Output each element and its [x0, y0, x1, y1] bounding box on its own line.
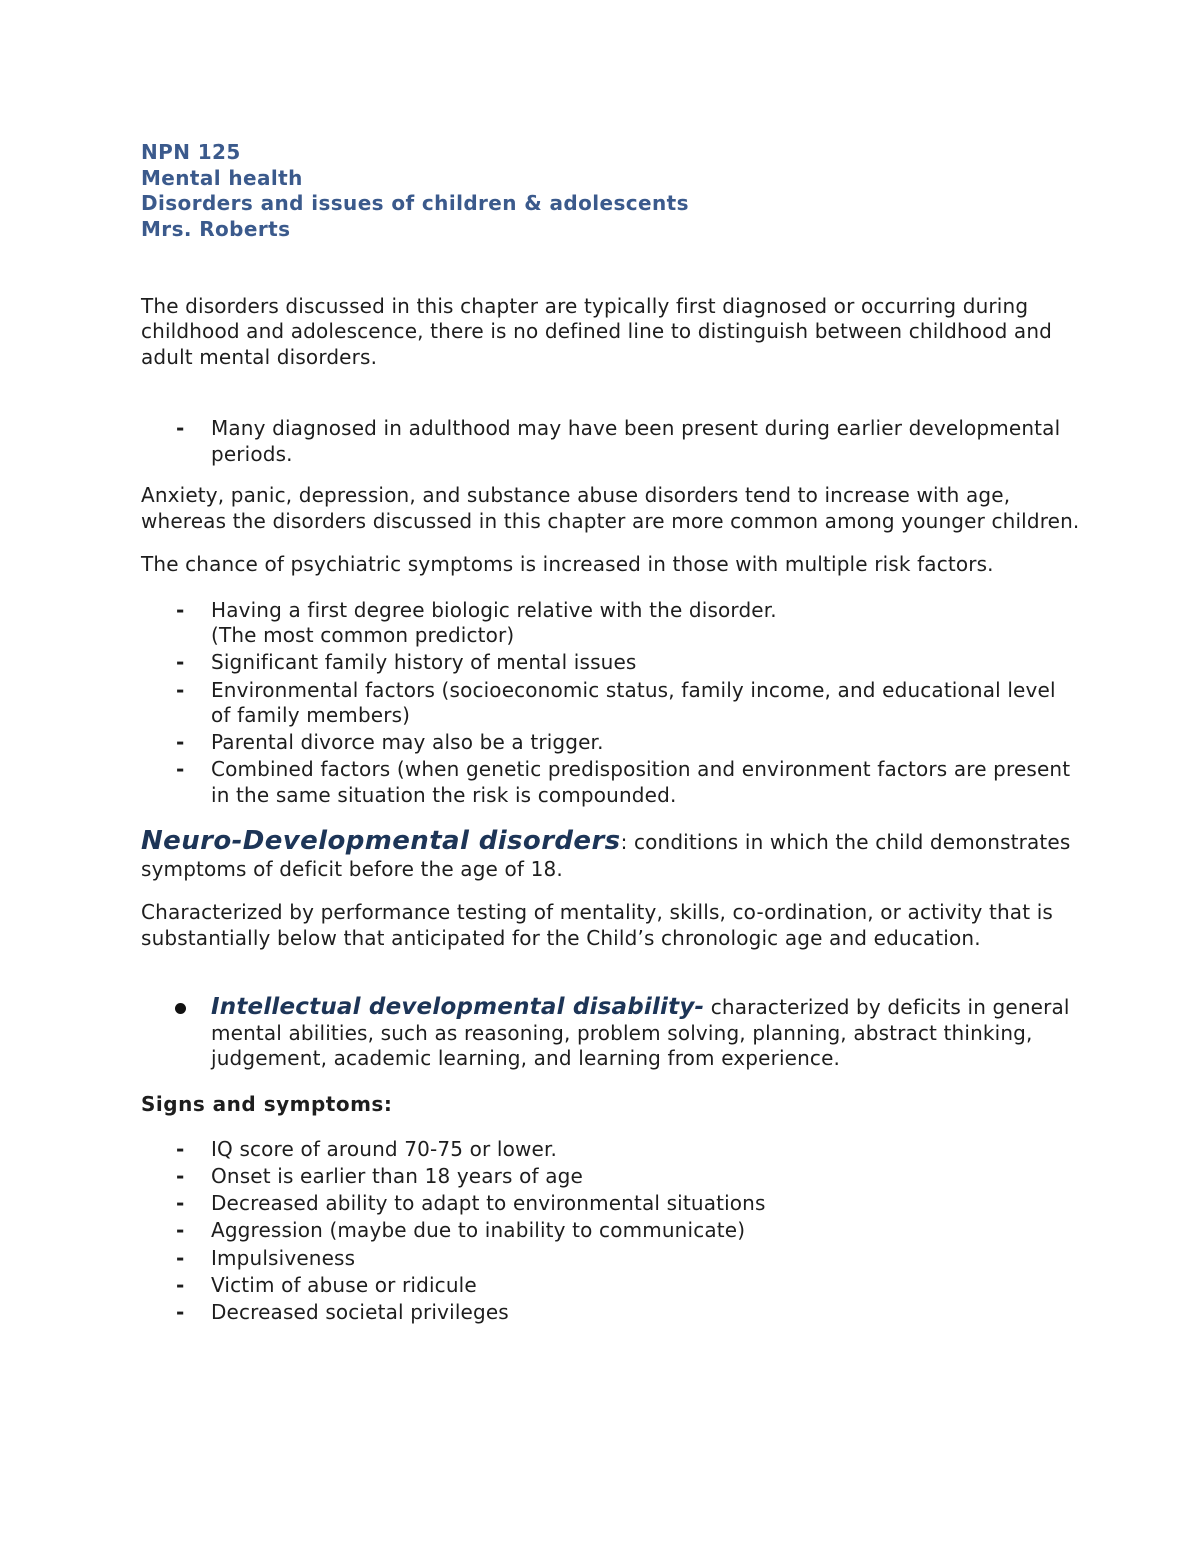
idd-term: Intellectual developmental disability- [211, 994, 705, 1021]
course-subject: Mental health [141, 165, 303, 190]
idd-bullet-list [141, 995, 1080, 1072]
dash-bullet-icon: - [176, 1245, 185, 1270]
list-item: - Parental divorce may also be a trigger. [176, 730, 604, 755]
bullet-icon [175, 1003, 186, 1014]
dash-bullet-icon: - [176, 757, 185, 782]
document-header [141, 140, 1080, 243]
list-item: - Many diagnosed in adulthood may have been present during earlier developmental periods. [176, 416, 1061, 466]
dash-bullet-icon: - [176, 1191, 185, 1216]
list-item: - IQ score of around 70-75 or lower. [176, 1137, 557, 1162]
dash-bullet-icon: - [176, 1272, 185, 1297]
list-item: - Combined factors (when genetic predisposition and environment factors are present in the same situation the risk is compounded. [176, 757, 1071, 807]
list-item: - Decreased ability to adapt to environmental situations [176, 1191, 766, 1216]
list-item: - Environmental factors (socioeconomic status, family income, and educational level of family members) [176, 677, 1056, 727]
section-heading: Neuro-Developmental disorders [141, 826, 621, 857]
list-item: - Having a first degree biologic relative with the disorder. (The most common predictor) [176, 597, 777, 648]
intro-dash-list [141, 416, 1080, 467]
instructor-name: Mrs. Roberts [141, 217, 291, 242]
dash-bullet-icon: - [176, 1218, 185, 1243]
dash-bullet-icon: - [176, 1299, 185, 1324]
risk-paragraph: The chance of psychiatric symptoms is increased in those with multiple risk factors. [141, 552, 994, 577]
list-item: - Impulsiveness [176, 1245, 356, 1270]
dash-bullet-icon: - [176, 416, 185, 441]
age-paragraph: Anxiety, panic, depression, and substance abuse disorders tend to increase with age, whereas the disorders discussed in this chapter are more common among younger children. [141, 483, 1080, 533]
neuro-characterized-paragraph: Characterized by performance testing of mentality, skills, co-ordination, or activity that is substantially below that anticipated for the Child’s chronologic age and education. [141, 900, 1053, 950]
idd-description: characterized by deficits in general mental abilities, such as reasoning, problem solving, planning, abstract thinking, judgement, academic learning, and learning from experience. [211, 995, 1070, 1071]
course-code: NPN 125 [141, 140, 241, 164]
list-item: - Decreased societal privileges [176, 1299, 509, 1324]
risk-factor-note: (The most common predictor) [211, 623, 515, 648]
dash-bullet-icon: - [176, 677, 185, 702]
list-item: - Onset is earlier than 18 years of age [176, 1164, 583, 1189]
neuro-section [141, 828, 1080, 883]
list-item: - Victim of abuse or ridicule [176, 1272, 477, 1297]
section-heading-definition: : conditions in which the child demonstrates symptoms of deficit before the age of 18. [141, 830, 1071, 882]
lecture-topic: Disorders and issues of children & adolescents [141, 191, 689, 216]
dash-bullet-icon: - [176, 730, 185, 755]
risk-factor-list [141, 598, 1080, 808]
dash-bullet-icon: - [176, 650, 185, 675]
signs-list [141, 1137, 1080, 1325]
dash-bullet-icon: - [176, 1164, 185, 1189]
list-item: - Aggression (maybe due to inability to communicate) [176, 1218, 746, 1243]
dash-bullet-icon: - [176, 1137, 185, 1162]
list-item [141, 995, 1080, 1072]
dash-bullet-icon: - [176, 597, 185, 622]
signs-heading: Signs and symptoms: [141, 1091, 393, 1116]
list-item: - Significant family history of mental issues [176, 650, 637, 675]
intro-paragraph: The disorders discussed in this chapter are typically first diagnosed or occurring during childhood and adolescence, there is no defined line to distinguish between childhood and adult mental disorders. [141, 293, 1052, 369]
